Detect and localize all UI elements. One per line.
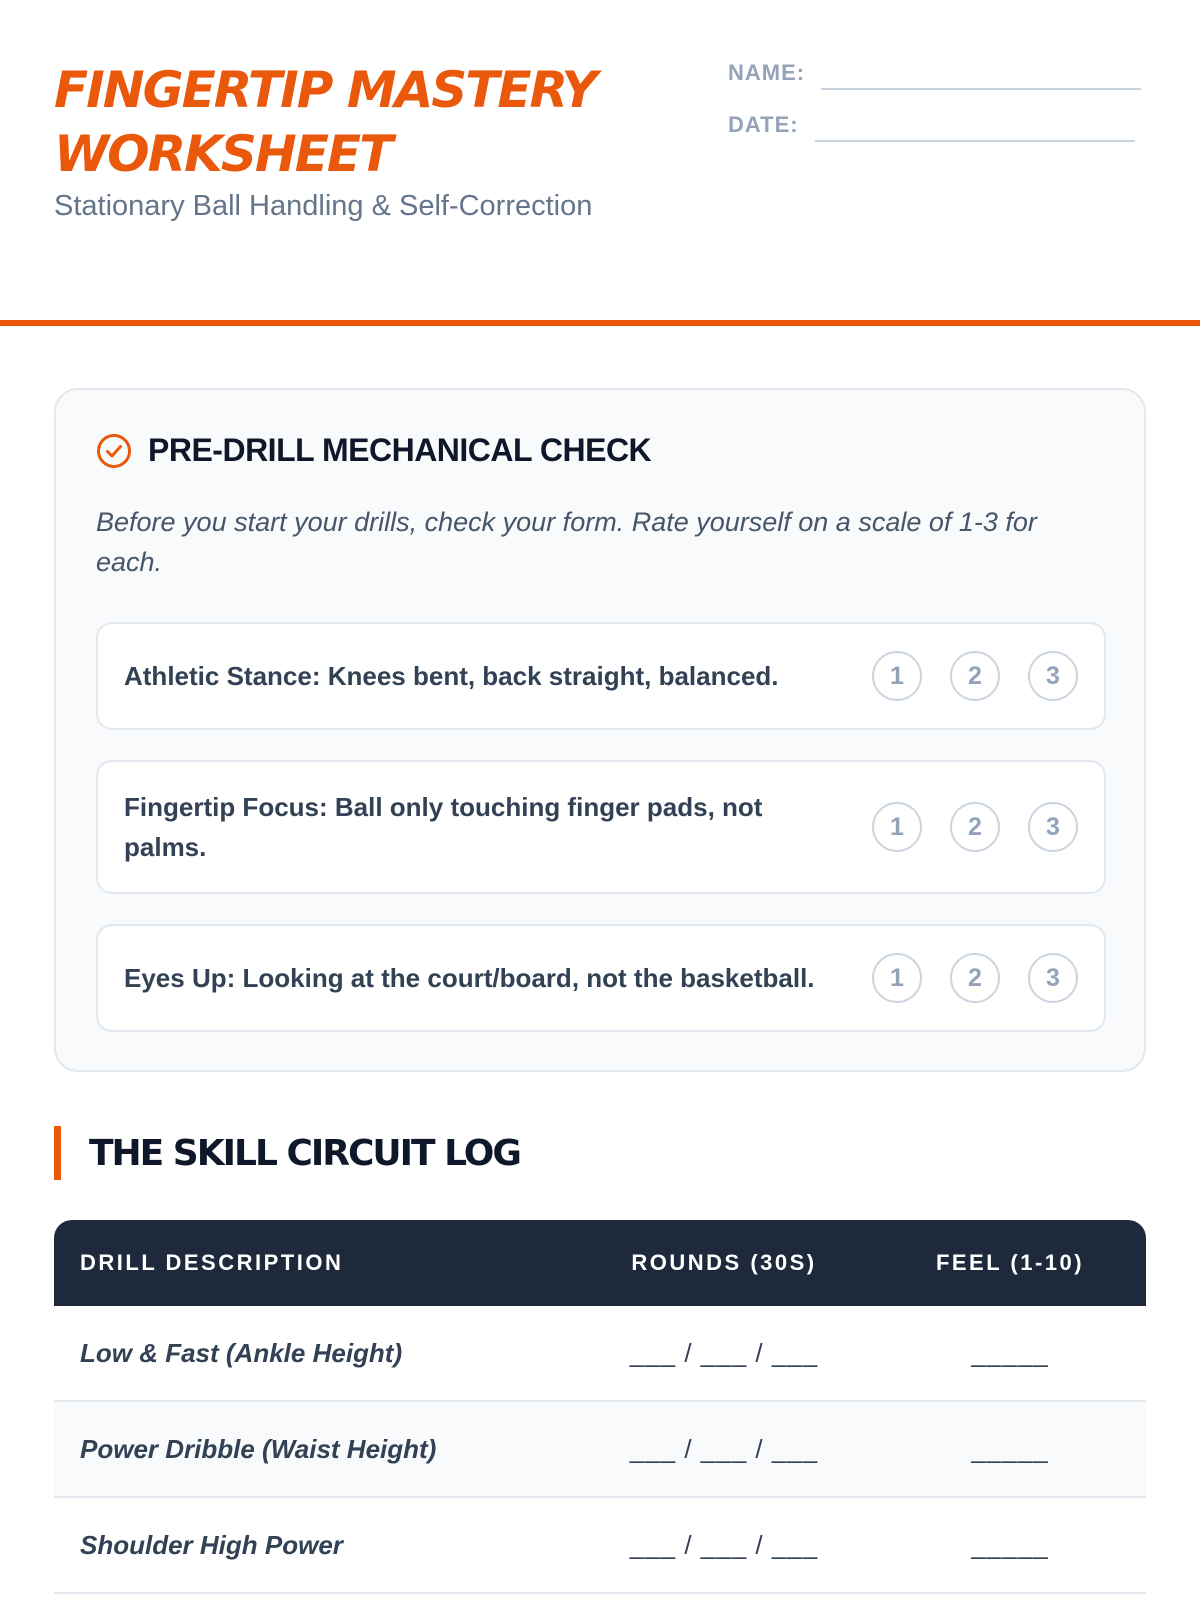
pre-drill-check-card bbox=[54, 388, 1146, 1072]
name-field-row bbox=[728, 54, 1141, 94]
check-item-text: Eyes Up: Looking at the court/board, not the basketball. bbox=[124, 963, 815, 993]
check-circle-icon bbox=[96, 433, 132, 469]
feel-entry-cell[interactable]: _____ bbox=[874, 1401, 1146, 1497]
column-header-drill: DRILL DESCRIPTION bbox=[54, 1220, 574, 1306]
rating-option-3[interactable]: 3 bbox=[1028, 802, 1078, 852]
table-row bbox=[54, 1497, 1146, 1593]
check-section-heading bbox=[96, 432, 651, 469]
check-item-eyes-up bbox=[96, 924, 1106, 1032]
drill-name-cell: Power Dribble (Waist Height) bbox=[54, 1401, 574, 1497]
check-section-title: PRE-DRILL MECHANICAL CHECK bbox=[148, 432, 652, 468]
check-item-stance bbox=[96, 622, 1106, 730]
table-header-row bbox=[54, 1220, 1146, 1306]
rating-option-1[interactable]: 1 bbox=[872, 953, 922, 1003]
title-line-2: WORKSHEET bbox=[54, 125, 392, 183]
drill-name-cell: Low & Fast (Ankle Height) bbox=[54, 1306, 574, 1401]
page-title bbox=[54, 58, 714, 186]
rating-option-3[interactable]: 3 bbox=[1028, 953, 1078, 1003]
title-line-1: FINGERTIP MASTERY bbox=[54, 61, 596, 119]
check-item-text: Athletic Stance: Knees bent, back straight, balanced. bbox=[124, 661, 779, 691]
check-item-fingertip bbox=[96, 760, 1106, 894]
rating-option-2[interactable]: 2 bbox=[950, 953, 1000, 1003]
table-row bbox=[54, 1401, 1146, 1497]
name-label: NAME: bbox=[728, 60, 806, 85]
feel-entry-cell[interactable]: _____ bbox=[874, 1497, 1146, 1593]
rounds-entry-cell[interactable]: ___ / ___ / ___ bbox=[574, 1497, 874, 1593]
rating-scale bbox=[872, 953, 1078, 1003]
circuit-log-table bbox=[54, 1220, 1146, 1594]
worksheet-header bbox=[0, 0, 1200, 326]
table-row bbox=[54, 1306, 1146, 1401]
rounds-entry-cell[interactable]: ___ / ___ / ___ bbox=[574, 1306, 874, 1401]
column-header-feel: FEEL (1-10) bbox=[874, 1220, 1146, 1306]
rounds-entry-cell[interactable]: ___ / ___ / ___ bbox=[574, 1401, 874, 1497]
name-field[interactable] bbox=[821, 87, 1141, 90]
page-subtitle: Stationary Ball Handling & Self-Correction bbox=[54, 190, 593, 222]
date-field[interactable] bbox=[815, 139, 1135, 142]
check-item-text: Fingertip Focus: Ball only touching finger pads, not palms. bbox=[124, 792, 763, 862]
date-field-row bbox=[728, 106, 1135, 146]
column-header-rounds: ROUNDS (30S) bbox=[574, 1220, 874, 1306]
rating-scale bbox=[872, 802, 1078, 852]
rating-option-1[interactable]: 1 bbox=[872, 802, 922, 852]
rating-option-2[interactable]: 2 bbox=[950, 802, 1000, 852]
check-instructions: Before you start your drills, check your form. Rate yourself on a scale of 1-3 for each. bbox=[96, 507, 1037, 577]
drill-name-cell: Shoulder High Power bbox=[54, 1497, 574, 1593]
rating-option-3[interactable]: 3 bbox=[1028, 651, 1078, 701]
circuit-log-title: THE SKILL CIRCUIT LOG bbox=[54, 1126, 520, 1180]
rating-option-2[interactable]: 2 bbox=[950, 651, 1000, 701]
date-label: DATE: bbox=[728, 112, 799, 137]
rating-option-1[interactable]: 1 bbox=[872, 651, 922, 701]
rating-scale bbox=[872, 651, 1078, 701]
feel-entry-cell[interactable]: _____ bbox=[874, 1306, 1146, 1401]
